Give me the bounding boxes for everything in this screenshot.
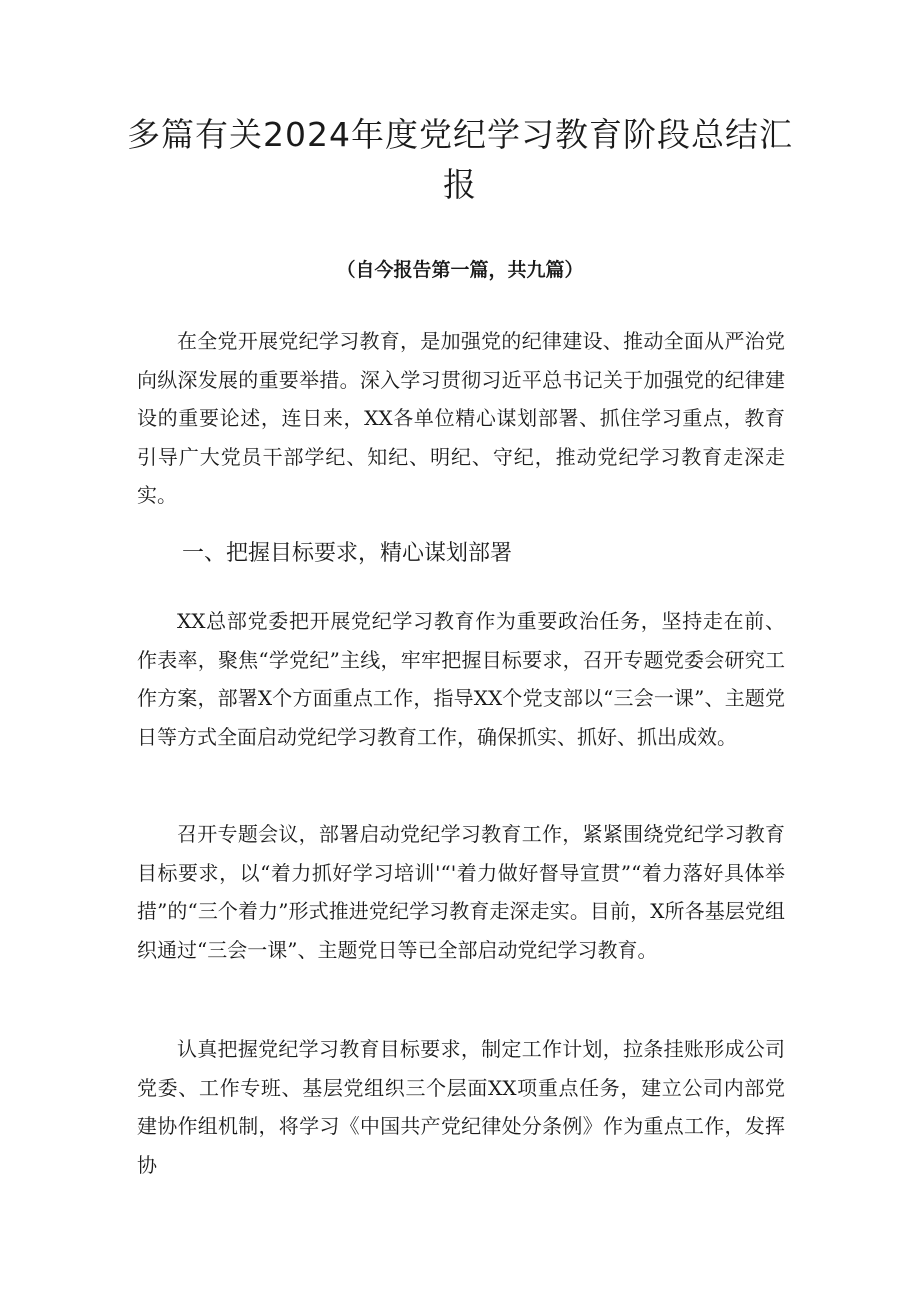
- body-paragraph: XX总部党委把开展党纪学习教育作为重要政治任务，坚持走在前、作表率，聚焦“学党纪”主线，牢牢把握目标要求，召开专题党委会研究工作方案，部署X个方面重点工作，指导XX个党支部以“三会一课”、主题党日等方式全面启动党纪学习教育工作，确保抓实、抓好、抓出成效。: [137, 609, 785, 749]
- body-paragraph: 认真把握党纪学习教育目标要求，制定工作计划，拉条挂账形成公司党委、工作专班、基层党组织三个层面XX项重点任务，建立公司内部党建协作组机制，将学习《中国共产党纪律处分条例》作为重点工作，发挥协: [137, 1037, 785, 1177]
- intro-paragraph: 在全党开展党纪学习教育，是加强党的纪律建设、推动全面从严治党向纵深发展的重要举措。深入学习贯彻习近平总书记关于加强党的纪律建设的重要论述，连日来，XX各单位精心谋划部署、抓住学习重点，教育引导广大党员干部学纪、知纪、明纪、守纪，推动党纪学习教育走深走实。: [137, 329, 785, 507]
- document-subtitle: （自今报告第一篇，共九篇）: [336, 259, 584, 281]
- document-title: 多篇有关2024年度党纪学习教育阶段总结汇报: [127, 115, 793, 204]
- section-heading: 一、把握目标要求，精心谋划部署: [182, 541, 513, 566]
- body-paragraph: 召开专题会议，部署启动党纪学习教育工作，紧紧围绕党纪学习教育目标要求，以“着力抓好学习培训'“'着力做好督导宣贯”“着力落好具体举措”的“三个着力”形式推进党纪学习教育走深走实。目前，X所各基层党组织通过“三会一课”、主题党日等已全部启动党纪学习教育。: [137, 822, 785, 962]
